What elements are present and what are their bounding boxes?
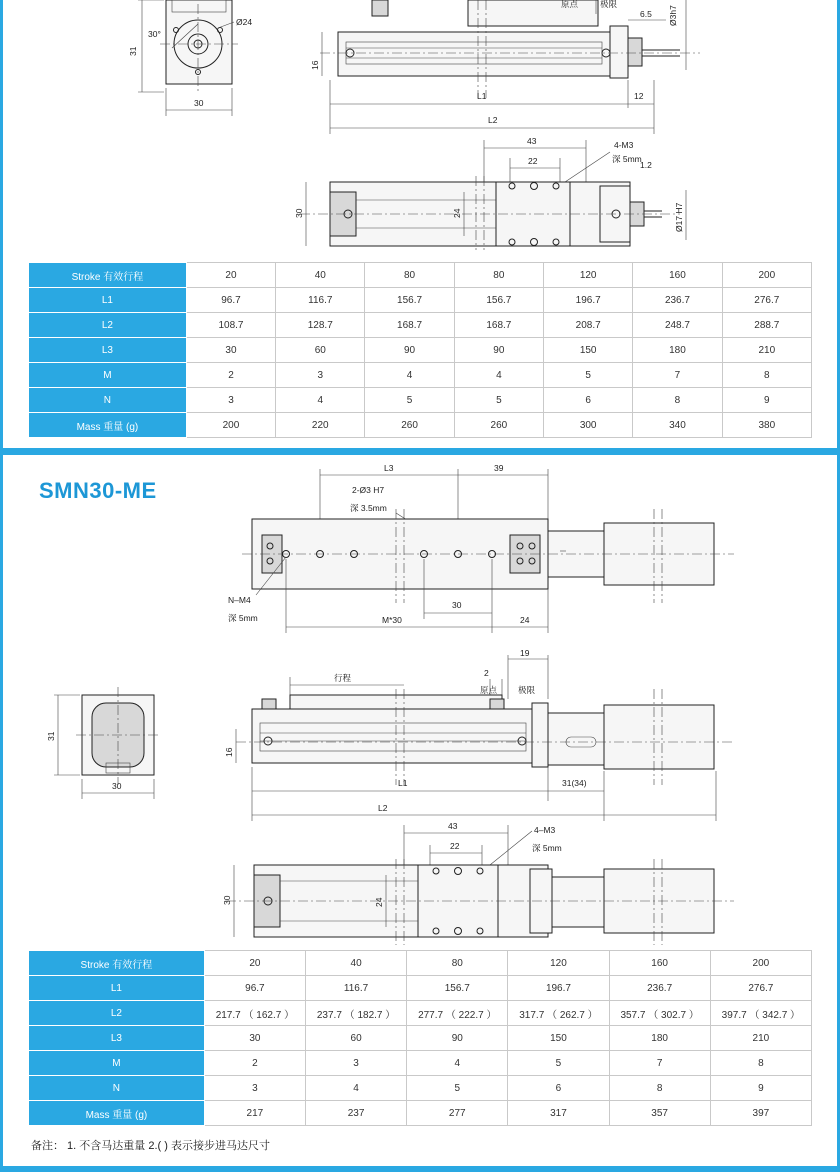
me-d24-label: 24 — [520, 615, 530, 625]
table1-row-header: L1 — [29, 288, 187, 313]
table2-cell: 3 — [204, 1076, 305, 1101]
table1-cell: 220 — [276, 413, 365, 438]
table2-cell: 9 — [710, 1076, 811, 1101]
table2-cell: 317.7 （ 262.7 ） — [508, 1001, 609, 1026]
table1-row — [29, 363, 812, 388]
spec-table-1 — [28, 262, 812, 438]
table1-cell: 9 — [722, 388, 811, 413]
top-shaft-label: Ø3h7 — [668, 5, 678, 26]
table1-cell: 340 — [633, 413, 722, 438]
table1-cell: 5 — [454, 388, 543, 413]
top-holes-label: 4-M3 — [614, 140, 634, 150]
top-w30-label: 30 — [194, 98, 204, 108]
table1-cell: 5 — [365, 388, 454, 413]
table1-cell: 108.7 — [186, 313, 275, 338]
table1-row-header: Stroke 有效行程 — [29, 263, 187, 288]
me-d19-label: 19 — [520, 648, 530, 658]
table2-cell: 397.7 （ 342.7 ） — [710, 1001, 811, 1026]
spec-table-2 — [28, 950, 812, 1126]
table2-cell: 196.7 — [508, 976, 609, 1001]
table1-cell: 276.7 — [722, 288, 811, 313]
table2-cell: 4 — [305, 1076, 406, 1101]
table2-row — [29, 1051, 812, 1076]
top-d65-label: 6.5 — [640, 9, 652, 19]
table1-cell: 40 — [276, 263, 365, 288]
table1-cell: 168.7 — [365, 313, 454, 338]
table1-row-header: L3 — [29, 338, 187, 363]
table2-cell: 120 — [508, 951, 609, 976]
table1-row — [29, 288, 812, 313]
smn30-me-drawing — [0, 455, 840, 947]
top-d12-label: 12 — [634, 91, 644, 101]
top-h30-label: 30 — [294, 208, 304, 218]
me-motor-len-label: 31(34) — [562, 778, 587, 788]
top-end-view — [128, 0, 252, 116]
table1-cell: 208.7 — [544, 313, 633, 338]
me-plan-holes-label: 4–M3 — [534, 825, 556, 835]
table2-cell: 237.7 （ 182.7 ） — [305, 1001, 406, 1026]
me-side-view — [224, 648, 734, 821]
table2-cell: 210 — [710, 1026, 811, 1051]
table2-cell: 156.7 — [407, 976, 508, 1001]
table2-row — [29, 1101, 812, 1126]
table2-cell: 6 — [508, 1076, 609, 1101]
top-side-view — [310, 0, 700, 134]
table2-cell: 80 — [407, 951, 508, 976]
me-m30-label: M*30 — [382, 615, 402, 625]
footnote: 备注： 1. 不含马达重量 2.( ) 表示接步进马达尺寸 — [31, 1140, 270, 1152]
section-divider — [0, 448, 840, 455]
table2-cell: 160 — [609, 951, 710, 976]
table1-cell: 4 — [454, 363, 543, 388]
table2-cell: 2 — [204, 1051, 305, 1076]
table1-cell: 288.7 — [722, 313, 811, 338]
table2-cell: 5 — [508, 1051, 609, 1076]
me-d39-label: 39 — [494, 463, 504, 473]
table2-row-header: N — [29, 1076, 205, 1101]
table1-row — [29, 313, 812, 338]
table2-cell: 200 — [710, 951, 811, 976]
me-end-h31-label: 31 — [46, 731, 56, 741]
table2-cell: 60 — [305, 1026, 406, 1051]
table2-cell: 90 — [407, 1026, 508, 1051]
me-l3-label: L3 — [384, 463, 394, 473]
table2-cell: 276.7 — [710, 976, 811, 1001]
table1-cell: 380 — [722, 413, 811, 438]
table1-cell: 80 — [454, 263, 543, 288]
table2-cell: 317 — [508, 1101, 609, 1126]
table1-row — [29, 388, 812, 413]
table2-cell: 96.7 — [204, 976, 305, 1001]
table1-cell: 210 — [722, 338, 811, 363]
me-top-view — [228, 463, 734, 633]
table2-cell: 357 — [609, 1101, 710, 1126]
table2-cell: 217.7 （ 162.7 ） — [204, 1001, 305, 1026]
table2-cell: 8 — [609, 1076, 710, 1101]
table1-cell: 90 — [454, 338, 543, 363]
table2-cell: 397 — [710, 1101, 811, 1126]
section-title: SMN30-ME — [39, 478, 157, 503]
table2-row-header: Mass 重量 (g) — [29, 1101, 205, 1126]
table1-cell: 4 — [276, 388, 365, 413]
table1-cell: 150 — [544, 338, 633, 363]
table2-cell: 3 — [305, 1051, 406, 1076]
table2-cell: 277 — [407, 1101, 508, 1126]
table1-cell: 5 — [544, 363, 633, 388]
top-plan-view — [294, 136, 686, 250]
table2-cell: 116.7 — [305, 976, 406, 1001]
table1-cell: 248.7 — [633, 313, 722, 338]
me-end-view — [46, 687, 160, 799]
table2-cell: 217 — [204, 1101, 305, 1126]
table2-row-header: M — [29, 1051, 205, 1076]
me-plan-h30-label: 30 — [222, 895, 232, 905]
me-plan-view — [222, 821, 734, 945]
table2-cell: 30 — [204, 1026, 305, 1051]
table1-cell: 80 — [365, 263, 454, 288]
table2-row-header: L3 — [29, 1026, 205, 1051]
me-plan-d22-label: 22 — [450, 841, 460, 851]
table2-cell: 357.7 （ 302.7 ） — [609, 1001, 710, 1026]
table1-cell: 116.7 — [276, 288, 365, 313]
table1-cell: 160 — [633, 263, 722, 288]
me-pin-depth-label: 深 3.5mm — [350, 503, 387, 513]
me-plan-d43-label: 43 — [448, 821, 458, 831]
table1-cell: 120 — [544, 263, 633, 288]
table2-row — [29, 1026, 812, 1051]
top-depth-label: 深 5mm — [612, 154, 642, 164]
top-d12b-label: 1.2 — [640, 160, 652, 170]
table1-cell: 96.7 — [186, 288, 275, 313]
table2-cell: 5 — [407, 1076, 508, 1101]
table1-cell: 168.7 — [454, 313, 543, 338]
me-origin-label: 原点 — [480, 685, 498, 695]
top-l2-label: L2 — [488, 115, 498, 125]
table1-row-header: N — [29, 388, 187, 413]
top-dia24-label: Ø24 — [236, 17, 253, 27]
top-origin-label: 原点 — [561, 0, 579, 9]
top-d22-label: 22 — [528, 156, 538, 166]
table1-row — [29, 338, 812, 363]
me-h16-label: 16 — [224, 747, 234, 757]
top-h24-label: 24 — [452, 208, 462, 218]
top-drawing — [0, 0, 840, 260]
table2-row — [29, 951, 812, 976]
table1-row-header: M — [29, 363, 187, 388]
table1-row-header: Mass 重量 (g) — [29, 413, 187, 438]
table2-cell: 8 — [710, 1051, 811, 1076]
me-l2-label: L2 — [378, 803, 388, 813]
table1-cell: 8 — [722, 363, 811, 388]
table1-cell: 4 — [365, 363, 454, 388]
top-d43-label: 43 — [527, 136, 537, 146]
table2-cell: 277.7 （ 222.7 ） — [407, 1001, 508, 1026]
table1-cell: 300 — [544, 413, 633, 438]
table1-row — [29, 413, 812, 438]
bottom-bar — [0, 1166, 840, 1172]
table1-cell: 236.7 — [633, 288, 722, 313]
table1-cell: 180 — [633, 338, 722, 363]
table2-row — [29, 1076, 812, 1101]
top-bore-label: Ø17 H7 — [674, 202, 684, 232]
table1-cell: 156.7 — [365, 288, 454, 313]
top-angle-label: 30° — [148, 29, 161, 39]
top-h31-label: 31 — [128, 46, 138, 56]
table2-cell: 20 — [204, 951, 305, 976]
me-l1-label: L1 — [398, 778, 408, 788]
top-h16-label: 16 — [310, 60, 320, 70]
me-d2-label: 2 — [484, 668, 489, 678]
table1-cell: 200 — [186, 413, 275, 438]
table2-row-header: Stroke 有效行程 — [29, 951, 205, 976]
table1-row — [29, 263, 812, 288]
table2-row-header: L2 — [29, 1001, 205, 1026]
table1-cell: 20 — [186, 263, 275, 288]
table1-row-header: L2 — [29, 313, 187, 338]
table1-cell: 3 — [276, 363, 365, 388]
me-end-w30-label: 30 — [112, 781, 122, 791]
top-limit-label: 极限 — [600, 0, 618, 9]
table1-cell: 60 — [276, 338, 365, 363]
table2-cell: 180 — [609, 1026, 710, 1051]
me-n-m4-label: N–M4 — [228, 595, 251, 605]
table1-cell: 128.7 — [276, 313, 365, 338]
table2-row — [29, 976, 812, 1001]
table2-cell: 237 — [305, 1101, 406, 1126]
table1-cell: 30 — [186, 338, 275, 363]
table1-cell: 260 — [365, 413, 454, 438]
table1-cell: 8 — [633, 388, 722, 413]
table1-cell: 3 — [186, 388, 275, 413]
table2-row-header: L1 — [29, 976, 205, 1001]
me-limit-label: 极限 — [518, 685, 536, 695]
me-pins-label: 2-Ø3 H7 — [352, 485, 385, 495]
me-plan-h24-label: 24 — [374, 897, 384, 907]
table1-cell: 196.7 — [544, 288, 633, 313]
table2-row — [29, 1001, 812, 1026]
table2-cell: 4 — [407, 1051, 508, 1076]
me-n-depth-label: 深 5mm — [228, 613, 258, 623]
table2-cell: 150 — [508, 1026, 609, 1051]
me-plan-depth-label: 深 5mm — [532, 843, 562, 853]
table2-cell: 236.7 — [609, 976, 710, 1001]
table1-cell: 200 — [722, 263, 811, 288]
table2-cell: 7 — [609, 1051, 710, 1076]
table1-cell: 2 — [186, 363, 275, 388]
me-d30-label: 30 — [452, 600, 462, 610]
table1-cell: 90 — [365, 338, 454, 363]
table2-cell: 40 — [305, 951, 406, 976]
table1-cell: 7 — [633, 363, 722, 388]
table1-cell: 260 — [454, 413, 543, 438]
me-stroke-label: 行程 — [334, 673, 352, 683]
table1-cell: 156.7 — [454, 288, 543, 313]
table1-cell: 6 — [544, 388, 633, 413]
top-l1-label: L1 — [477, 91, 487, 101]
